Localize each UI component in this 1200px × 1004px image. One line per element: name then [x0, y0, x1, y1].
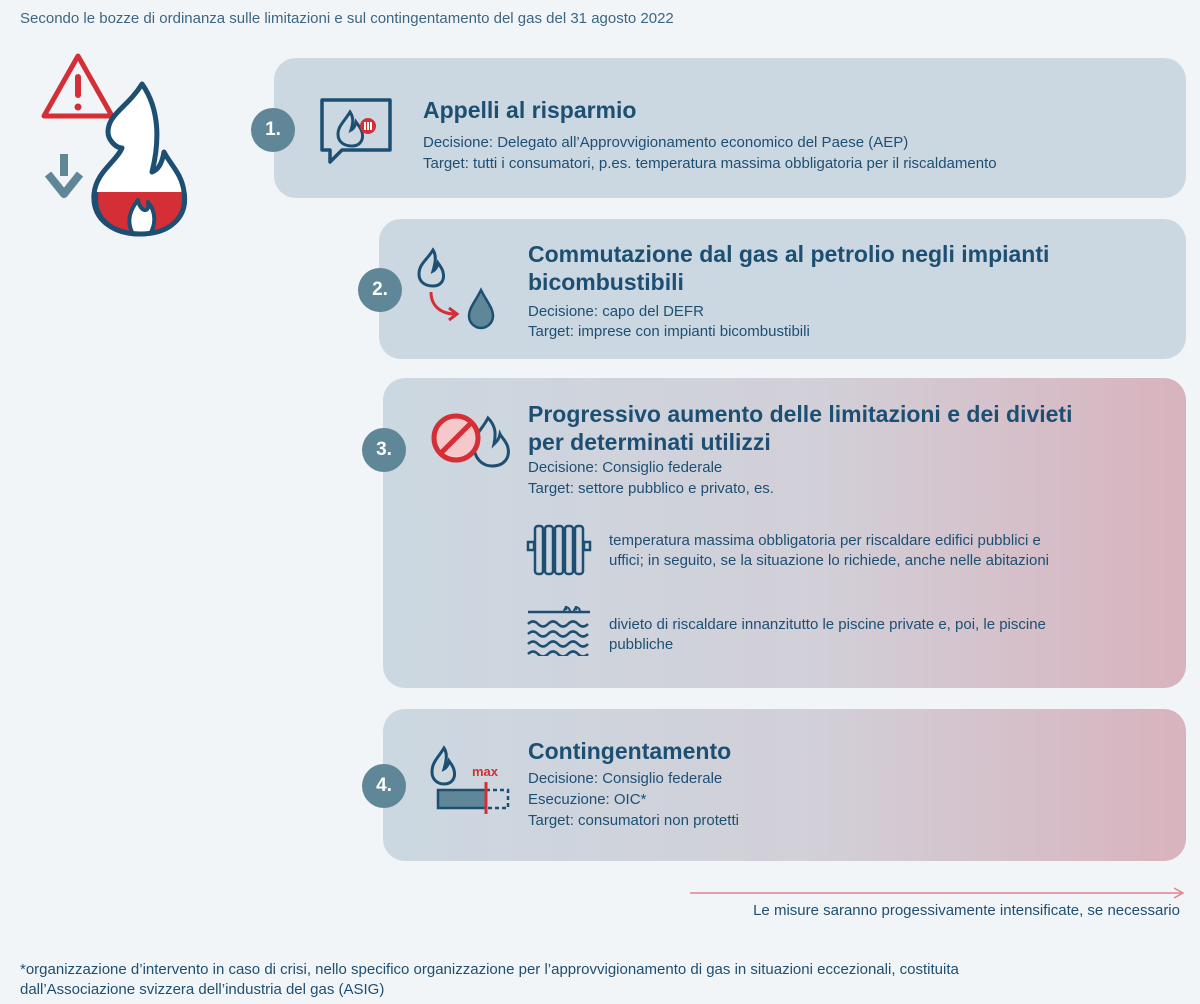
speech-bubble-flame-icon — [316, 94, 396, 166]
escalation-arrow-icon — [690, 887, 1186, 899]
arrow-down-icon — [48, 154, 80, 194]
step-number-badge: 2. — [358, 268, 402, 312]
warning-icon — [44, 56, 112, 116]
max-label: max — [472, 764, 499, 779]
footnote-line: dall’Associazione svizzera dell’industria del gas (ASIG) — [20, 981, 385, 998]
step-number-badge: 3. — [362, 428, 406, 472]
sub-item-pool-text-continued: pubbliche — [609, 636, 674, 653]
flame-to-drop-icon — [415, 246, 499, 332]
step-decision: Decisione: Consiglio federale — [528, 770, 723, 787]
step-title-continued: bicombustibili — [528, 269, 684, 295]
step-title-continued: per determinati utilizzi — [528, 429, 771, 455]
step-decision: Decisione: Consiglio federale — [528, 459, 723, 476]
step-title: Appelli al risparmio — [423, 97, 637, 123]
swimming-pool-icon — [526, 606, 592, 656]
step-card-1 — [274, 58, 1186, 198]
step-target: Target: imprese con impianti bicombustibili — [528, 323, 810, 340]
radiator-icon — [526, 522, 592, 578]
step-number-badge: 1. — [251, 108, 295, 152]
step-target: Target: consumatori non protetti — [528, 812, 739, 829]
prohibited-flame-icon — [430, 410, 514, 480]
step-title: Contingentamento — [528, 738, 732, 764]
sub-item-heating-text: temperatura massima obbligatoria per riscaldare edifici pubblici e — [609, 532, 1041, 549]
step-number-badge: 4. — [362, 764, 406, 808]
sub-item-heating-text-continued: uffici; in seguito, se la situazione lo richiede, anche nelle abitazioni — [609, 552, 1049, 569]
sub-item-pool-text: divieto di riscaldare innanzitutto le piscine private e, poi, le piscine — [609, 616, 1046, 633]
step-decision: Decisione: capo del DEFR — [528, 303, 704, 320]
step-title: Progressivo aumento delle limitazioni e dei divieti — [528, 401, 1073, 427]
footnote-line: *organizzazione d’intervento in caso di crisi, nello specifico organizzazione per l’approvvigionamento di gas in situazioni eccezionali, costituita — [20, 961, 959, 978]
footnote — [20, 960, 1180, 1000]
page-subtitle: Secondo le bozze di ordinanza sulle limitazioni e sul contingentamento del gas del 31 agosto 2022 — [20, 10, 674, 27]
flame-max-bar-icon — [430, 744, 514, 814]
gas-shortage-illustration — [38, 52, 188, 237]
escalation-caption: Le misure saranno progessivamente intensificate, se necessario — [753, 902, 1180, 919]
step-target: Target: tutti i consumatori, p.es. temperatura massima obbligatoria per il riscaldamento — [423, 155, 997, 172]
step-execution: Esecuzione: OIC* — [528, 791, 647, 808]
step-decision: Decisione: Delegato all’Approvvigionamento economico del Paese (AEP) — [423, 134, 909, 151]
step-title: Commutazione dal gas al petrolio negli impianti — [528, 241, 1050, 267]
step-target: Target: settore pubblico e privato, es. — [528, 480, 774, 497]
